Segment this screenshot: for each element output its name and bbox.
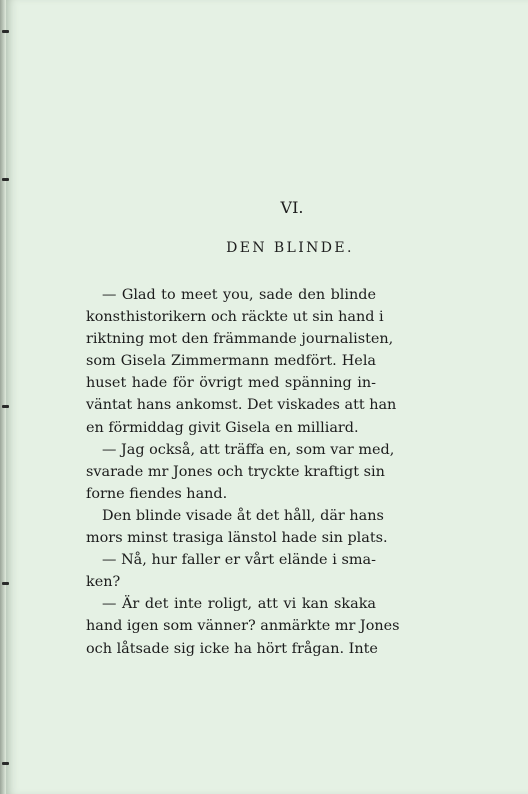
text-line: riktning mot den främmande journalisten, bbox=[86, 331, 394, 348]
binding-stitch bbox=[2, 582, 9, 585]
binding-stitch bbox=[2, 30, 9, 33]
text-line: och låtsade sig icke ha hört frågan. Inte bbox=[86, 640, 378, 657]
text-line: ken? bbox=[86, 574, 121, 591]
chapter-number: VI. bbox=[280, 198, 304, 217]
text-line: — Nå, hur faller er vårt elände i sma- bbox=[102, 552, 376, 569]
binding-stitch bbox=[2, 178, 9, 181]
text-line: forne fiendes hand. bbox=[86, 485, 228, 502]
text-line: hand igen som vänner? anmärkte mr Jones bbox=[86, 618, 400, 635]
text-line: en förmiddag givit Gisela en milliard. bbox=[86, 419, 359, 436]
chapter-title: DEN BLINDE. bbox=[226, 240, 354, 256]
text-line: — Jag också, att träffa en, som var med, bbox=[102, 441, 395, 458]
text-line: som Gisela Zimmermann medfört. Hela bbox=[86, 353, 376, 370]
text-line: konsthistorikern och räckte ut sin hand i bbox=[86, 309, 384, 326]
text-line: huset hade för övrigt med spänning in- bbox=[86, 375, 376, 392]
binding-stitch bbox=[2, 762, 9, 765]
text-line: mors minst trasiga länstol hade sin plats. bbox=[86, 530, 388, 547]
body-text bbox=[86, 284, 400, 660]
text-line: Den blinde visade åt det håll, där hans bbox=[102, 507, 384, 524]
text-line: svarade mr Jones och tryckte kraftigt sin bbox=[86, 463, 385, 480]
text-line: — Glad to meet you, sade den blinde bbox=[102, 287, 376, 303]
text-line: — Är det inte roligt, att vi kan skaka bbox=[102, 596, 376, 613]
binding-stitch bbox=[2, 405, 9, 408]
text-line: väntat hans ankomst. Det viskades att han bbox=[86, 397, 397, 414]
binding-gutter bbox=[0, 0, 6, 794]
